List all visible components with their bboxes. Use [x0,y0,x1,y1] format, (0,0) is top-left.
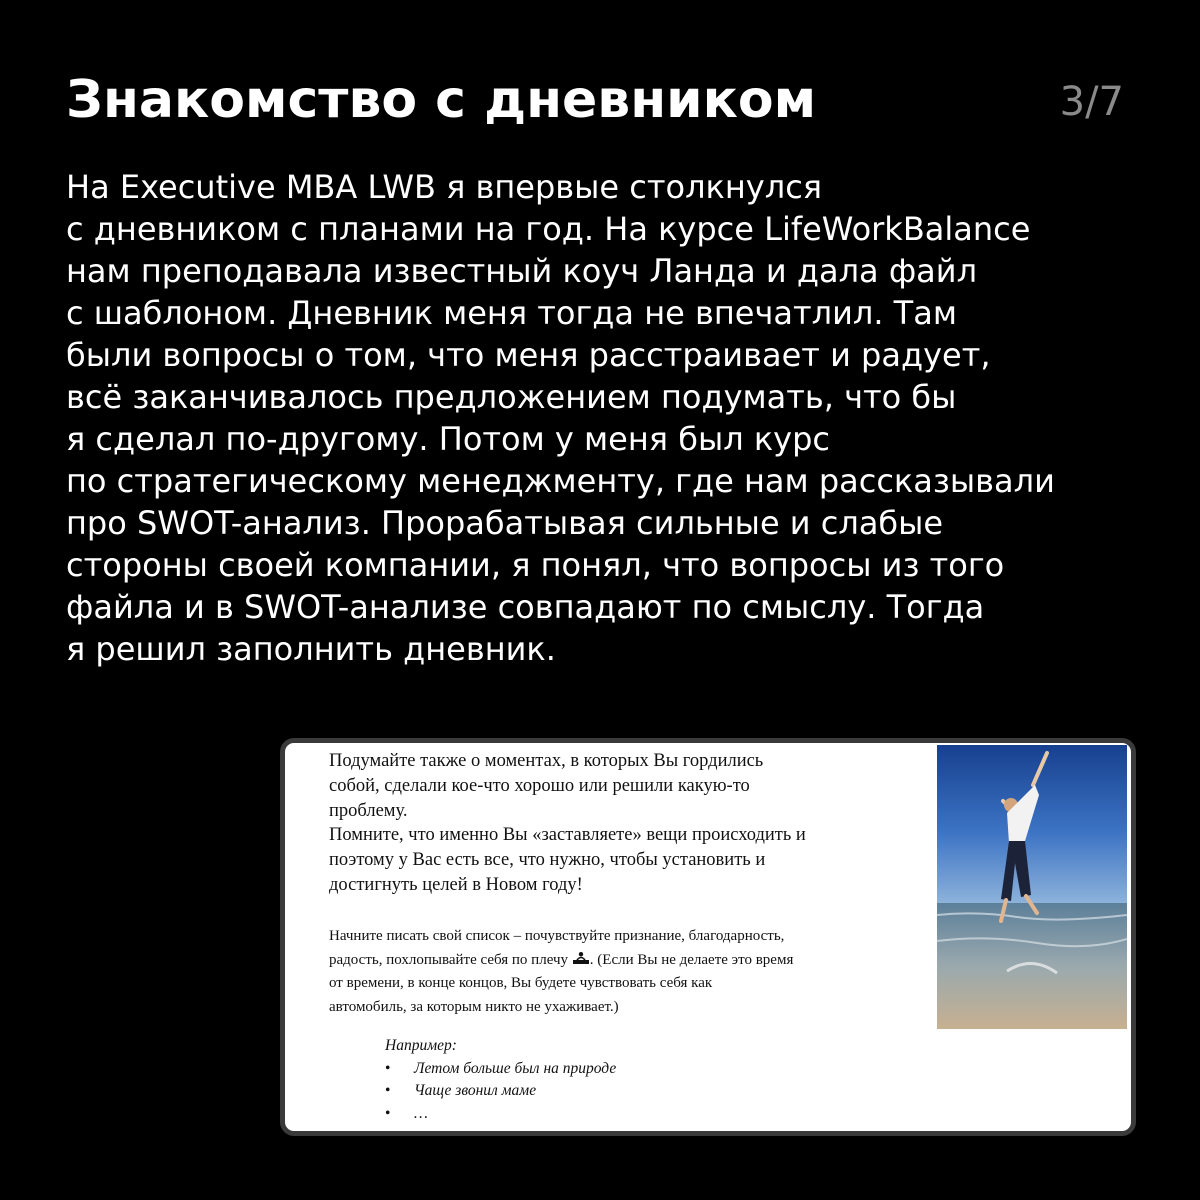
intro-line: файла и в SWOT-анализе совпадают по смыслу. Тогда [66,588,985,626]
bullet-icon: • [385,1082,391,1099]
intro-line: я сделал по-другому. Потом у меня был курс [66,420,830,458]
page-title: Знакомство с дневником [66,70,817,130]
intro-line: стороны своей компании, я понял, что вопросы из того [66,546,1005,584]
document-paragraph [329,925,793,1019]
list-item [385,1058,616,1081]
list-item-text: … [414,1104,428,1122]
document-line: Начните писать свой список – почувствуйте признание, благодарность, [329,928,785,944]
bullet-icon: • [385,1104,391,1122]
document-line: Подумайте также о моментах, в которых Вы гордились [329,751,764,771]
intro-line: про SWOT-анализ. Прорабатывая сильные и слабые [66,504,944,542]
document-line: Помните, что именно Вы «заставляете» вещи происходить и [329,825,806,846]
document-line: собой, сделали кое-что хорошо или решили какую-то [329,775,750,796]
intro-line: по стратегическому менеджменту, где нам рассказывали [66,462,1055,500]
document-line: проблему. [329,800,408,821]
example-heading: Например: [385,1037,457,1054]
intro-text [66,166,1176,670]
list-item [385,1103,616,1126]
document-line-part: . (Если Вы не делаете это время [589,951,794,968]
document-line: от времени, в конце концов, Вы будете чувствовать себя как [329,975,713,992]
intro-line: На Executive MBA LWB я впервые столкнулся [66,168,823,206]
example-list [385,1058,616,1126]
intro-line: с дневником с планами на год. На курсе LifeWorkBalance [66,210,1031,248]
list-item-text: Летом больше был на природе [414,1059,617,1077]
document-line: достигнуть целей в Новом году! [329,874,583,895]
page-indicator: 3/7 [1059,79,1124,125]
intro-line: всё заканчивалось предложением подумать, что бы [66,378,957,416]
document-line: автомобиль, за которым никто не ухаживает.) [329,998,619,1015]
document-paragraph [329,749,806,898]
list-item-text: Чаще звонил маме [414,1082,537,1099]
list-item [385,1080,616,1103]
intro-line: я решил заполнить дневник. [66,630,556,668]
document-line-part: радость, похлопывайте себя по плечу [329,951,572,968]
example-block [385,1035,616,1125]
man-jumping-on-beach-photo [937,745,1127,1029]
intro-line: были вопросы о том, что меня расстраивает и радует, [66,336,991,374]
intro-line: нам преподавала известный коуч Ланда и дала файл [66,252,978,290]
bullet-icon: • [385,1059,391,1077]
pat-on-shoulder-icon [572,950,590,964]
diary-template-screenshot [280,738,1136,1136]
intro-line: с шаблоном. Дневник меня тогда не впечатлил. Там [66,294,957,332]
document-line [329,949,793,973]
document-line: поэтому у Вас есть все, что нужно, чтобы установить и [329,850,766,871]
